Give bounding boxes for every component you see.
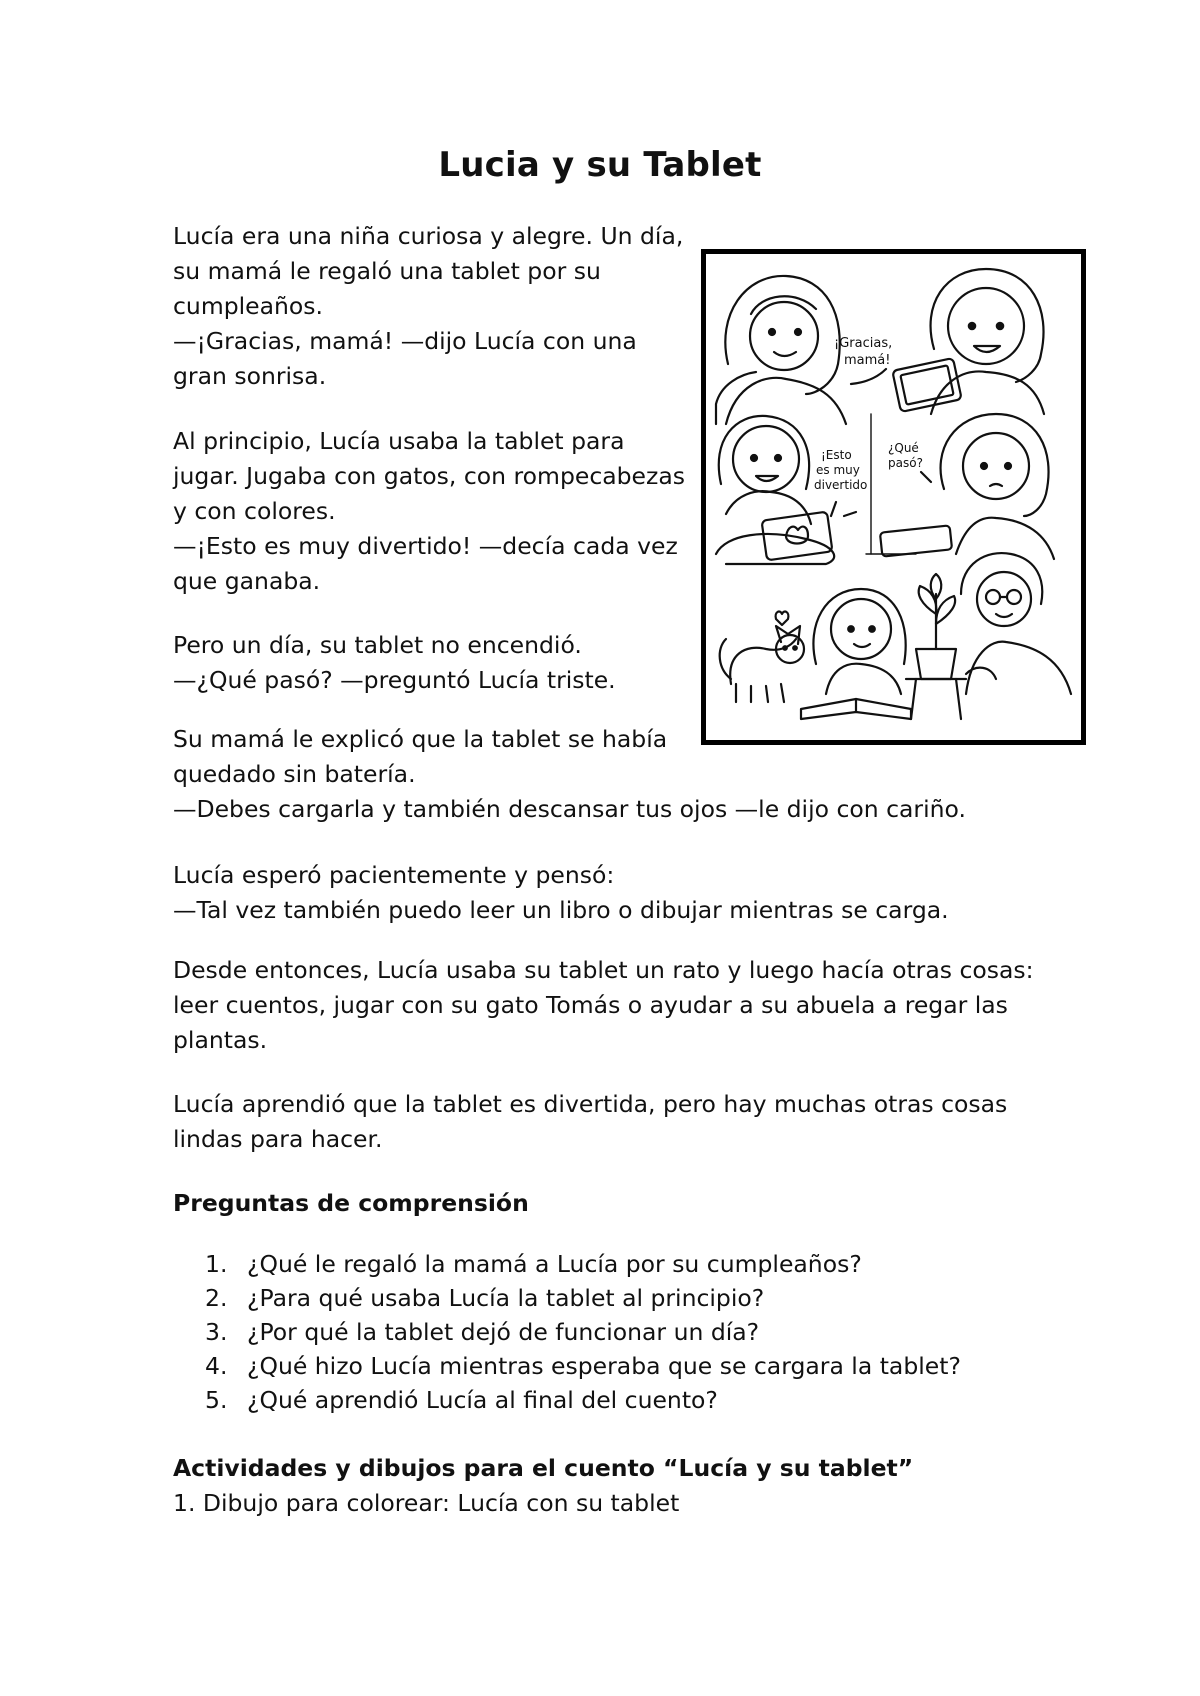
text-line: cumpleaños. [173,292,323,320]
coloring-drawing [706,254,1081,740]
question-number: 3. [205,1318,228,1346]
text-line: gran sonrisa. [173,362,327,390]
text-line: jugar. Jugaba con gatos, con rompecabezas [173,462,685,490]
activities-heading: Actividades y dibujos para el cuento “Lucía y su tablet” [173,1454,914,1482]
story-paragraph-3 [173,628,693,698]
bubble-text: es muy [816,463,860,477]
speech-bubble-thanks [834,336,892,384]
story-paragraph-6 [173,953,1053,1058]
text-line: —¡Esto es muy divertido! —decía cada vez [173,532,678,560]
speech-bubble-fun [814,448,867,516]
text-line: —Debes cargarla y también descansar tus ojos —le dijo con cariño. [173,795,966,823]
list-item [205,1247,961,1281]
bubble-text: ¡Esto [821,448,852,462]
text-line: que ganaba. [173,567,321,595]
text-line: leer cuentos, jugar con su gato Tomás o ayudar a su abuela a regar las [173,991,1008,1019]
story-paragraph-7 [173,1087,1053,1157]
activities-item-1: 1. Dibujo para colorear: Lucía con su tablet [173,1489,680,1517]
list-item [205,1315,961,1349]
plant-figure [906,574,966,719]
text-line: quedado sin batería. [173,760,416,788]
bubble-text: ¡Gracias, [834,336,893,351]
text-line: plantas. [173,1026,268,1054]
text-line: su mamá le regaló una tablet por su [173,257,601,285]
question-number: 1. [205,1250,228,1278]
text-line: —¿Qué pasó? —preguntó Lucía triste. [173,666,616,694]
question-number: 2. [205,1284,228,1312]
grandma-figure [961,553,1071,694]
list-item [205,1281,961,1315]
speech-bubble-what [888,441,931,482]
question-text: ¿Por qué la tablet dejó de funcionar un día? [247,1318,760,1346]
story-illustration [701,249,1086,745]
text-line: Su mamá le explicó que la tablet se había [173,725,668,753]
text-line: Al principio, Lucía usaba la tablet para [173,427,625,455]
bubble-text: mamá! [844,353,891,368]
list-item [205,1383,961,1417]
text-line: Pero un día, su tablet no encendió. [173,631,582,659]
text-line: —¡Gracias, mamá! —dijo Lucía con una [173,327,637,355]
cat-figure [720,612,804,702]
girl-with-tablet-figure [892,269,1044,414]
text-line: Lucía aprendió que la tablet es divertida, pero hay muchas otras cosas [173,1090,1008,1118]
questions-heading: Preguntas de comprensión [173,1189,529,1217]
text-line: lindas para hacer. [173,1125,383,1153]
mom-figure [716,276,846,424]
text-line: —Tal vez también puedo leer un libro o dibujar mientras se carga. [173,896,949,924]
girl-reading-figure [801,589,911,719]
questions-list [205,1247,961,1417]
text-line: Lucía esperó pacientemente y pensó: [173,861,615,889]
story-paragraph-2 [173,424,693,599]
bubble-text: divertido [814,478,868,492]
list-item [205,1349,961,1383]
page-title: Lucia y su Tablet [438,145,762,185]
story-paragraph-5 [173,858,1053,928]
bubble-text: ¿Qué [888,441,919,455]
question-number: 4. [205,1352,228,1380]
text-line: y con colores. [173,497,336,525]
worried-girl-figure [880,414,1054,559]
question-number: 5. [205,1386,228,1414]
question-text: ¿Qué hizo Lucía mientras esperaba que se cargara la tablet? [247,1352,961,1380]
text-line: Lucía era una niña curiosa y alegre. Un día, [173,222,684,250]
story-paragraph-1 [173,219,693,394]
question-text: ¿Para qué usaba Lucía la tablet al principio? [247,1284,765,1312]
bubble-text: pasó? [888,456,923,470]
question-text: ¿Qué aprendió Lucía al final del cuento? [247,1386,718,1414]
text-line: Desde entonces, Lucía usaba su tablet un rato y luego hacía otras cosas: [173,956,1034,984]
question-text: ¿Qué le regaló la mamá a Lucía por su cumpleaños? [247,1250,862,1278]
